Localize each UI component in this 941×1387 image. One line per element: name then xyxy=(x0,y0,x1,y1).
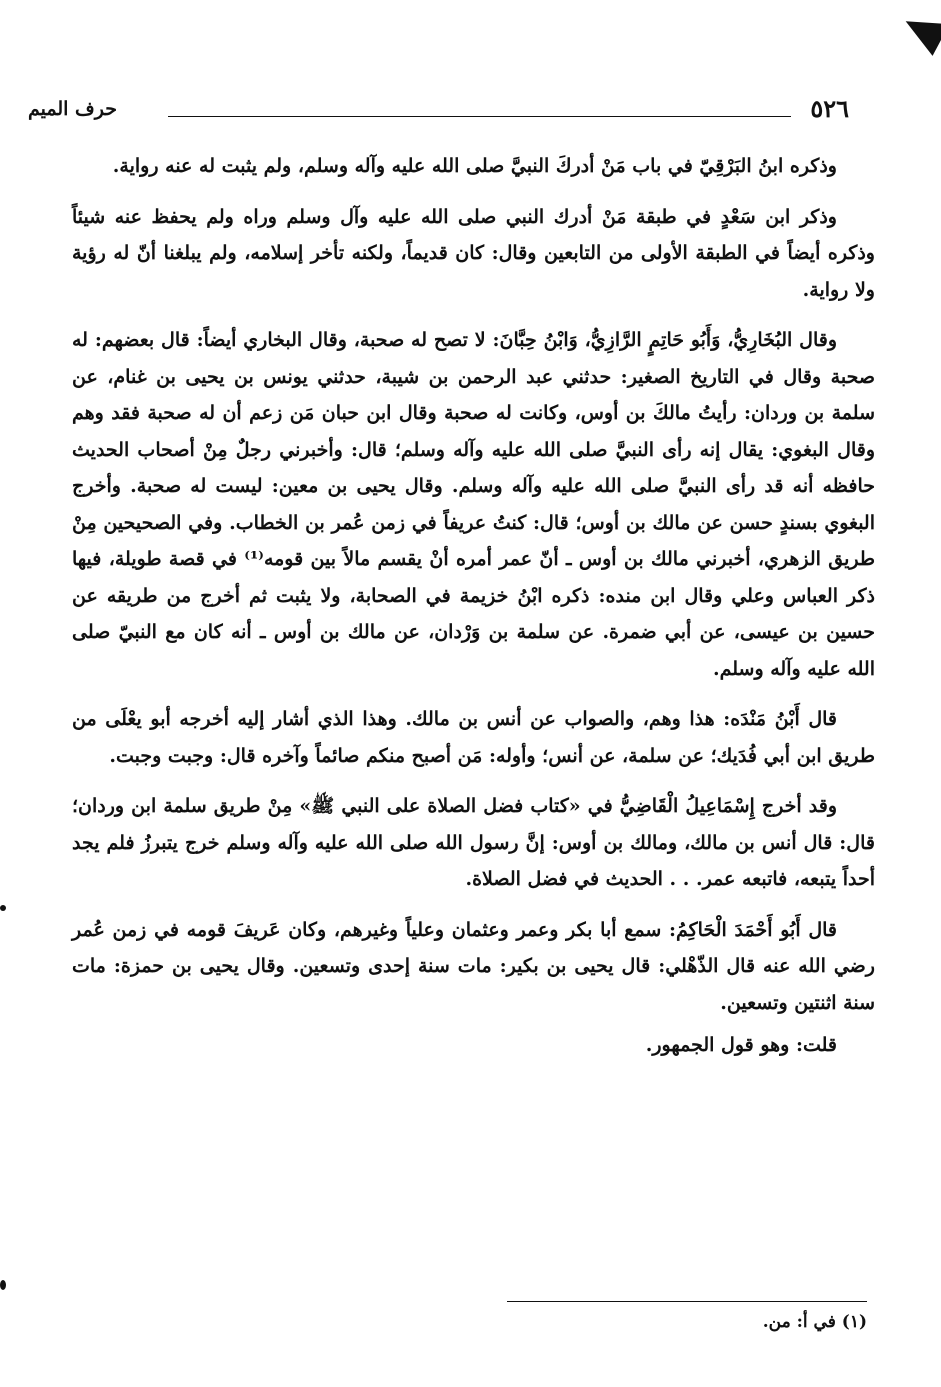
footnote-rule xyxy=(507,1301,867,1302)
footnote: (١) في أ: من. xyxy=(762,1312,867,1332)
running-title: حرف الميم xyxy=(28,98,117,120)
scan-speck xyxy=(0,1280,6,1290)
paragraph-3: وقال البُخَارِيُّ، وَأَبُو حَاتِمٍ الرَّازِيُّ، وَابْنُ حِبَّانَ: لا تصح له صحبة، وقال البخاري أيضاً: قال بعضهم: له صحبة وقال في التاريخ الصغير: حدثني عبد الرحمن بن شيبة، حدثني يونس بن يحيى بن غنام، عن سلمة بن وردان: رأيتُ مالكَ بن أوس، وكانت له صحبة وقال ابن حبان مَن زعم أن له صحبة فقد وهم وقال البغوي: يقال إنه رأى النبيَّ صلى الله عليه وآله وسلم؛ قال: وأخبرني رجلٌ مِنْ أصحاب الحديث حافظه أنه قد رأى النبيَّ صلى الله عليه وآله وسلم. وقال يحيى بن معين: ليست له صحبة. وأخرج البغوي بسندٍ حسن عن مالك بن أوس؛ قال: كنتُ عريفاً في زمن عُمر بن الخطاب. وفي الصحيحين مِنْ طريق الزهري، أخبرني مالك بن أوس ـ أنّ عمر أمره أنْ يقسم مالاً بين قومه⁽¹⁾ في قصة طويلة، فيها ذكر العباس وعلي وقال ابن منده: ذكره ابْنُ خزيمة في الصحابة، ولا يثبت ثم أخرج من طريقه عن حسين بن عيسى، عن أبي ضمرة. عن سلمة بن وَرْدان، عن مالك بن أوس ـ أنه كان مع النبيّ صلى الله عليه وآله وسلم. xyxy=(72,329,876,680)
page-body xyxy=(72,148,875,1078)
paragraph-6: قال أَبُو أَحْمَدَ الْحَاكِمُ: سمع أبا بكر وعمر وعثمان وعلياً وغيرهم، وكان عَريفَ قومه في زمن عُمر رضي الله عنه قال الذّهْلي: قال يحيى بن بكير: مات سنة إحدى وتسعين. وقال يحيى بن حمزة: مات سنة اثنتين وتسعين. xyxy=(72,918,875,1014)
paragraph-5: وقد أخرج إِسْمَاعِيلُ الْقَاضِيُّ في «كتاب فضل الصلاة على النبي ﷺ» مِنْ طريق سلمة ابن وردان؛ قال: قال أنس بن مالك، ومالك بن أوس: إنَّ رسول الله صلى الله عليه وآله وسلم خرج يتبرزُ فلم يجد أحداً يتبعه، فاتبعه عمر. . . الحديث في فضل الصلاة. xyxy=(72,795,875,890)
page-header xyxy=(28,94,849,134)
page-number: ٥٢٦ xyxy=(810,94,849,123)
paragraph-1: وذكره ابنُ البَرْقِيّ في باب مَنْ أدركَ النبيَّ صلى الله عليه وآله وسلم، ولم يثبت له عنه رواية. xyxy=(112,155,837,177)
paragraph-2: وذكر ابن سَعْدٍ في طبقة مَنْ أدرك النبي صلى الله عليه وآل وسلم وراه ولم يحفظ عنه شيئاً وذكره أيضاً في الطبقة الأولى من التابعين وقال: كان قديماً، ولكنه تأخر إسلامه، ولم يبلغنا أنّ له رؤية ولا رواية. xyxy=(72,205,875,301)
scan-speck xyxy=(0,905,6,911)
paragraph-4: قال أَبْنُ مَنْدَه: هذا وهم، والصواب عن أنس بن مالك. وهذا الذي أشار إليه أخرجه أبو يعْلَى من طريق ابن أبي فُدَيك؛ عن سلمة، عن أنس؛ وأوله: مَن أصبح منكم صائماً وآخره قال: وجبت وجبت. xyxy=(72,708,875,767)
paragraph-7: قلت: وهو قول الجمهور. xyxy=(645,1034,837,1056)
header-rule xyxy=(168,116,791,117)
page-corner-mark xyxy=(897,5,941,56)
